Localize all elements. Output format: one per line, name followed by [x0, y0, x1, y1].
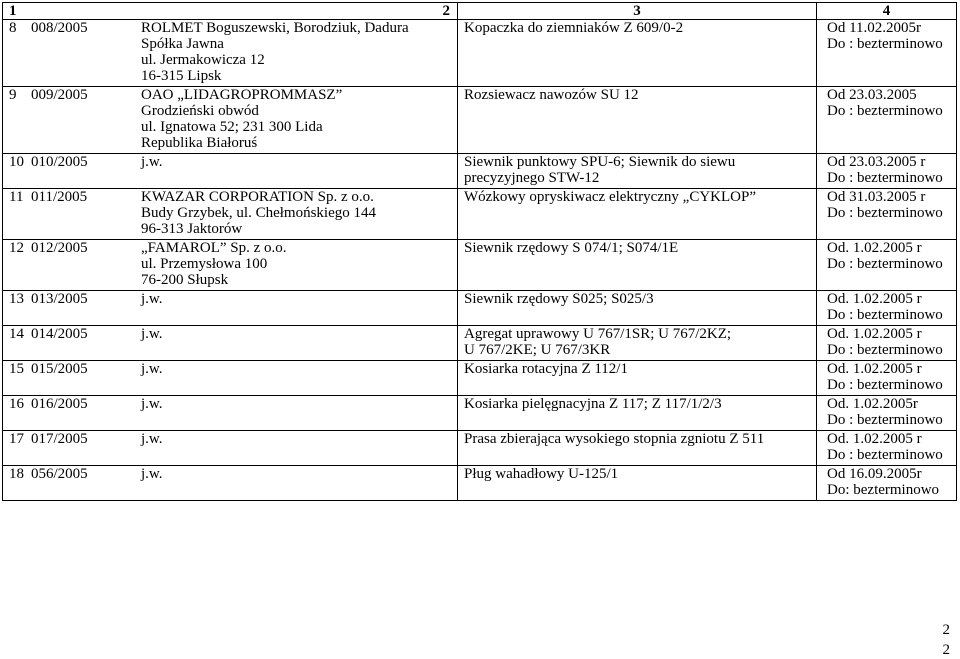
applicant-line: j.w.	[141, 396, 163, 412]
applicant-name	[141, 189, 376, 237]
applicant-line: OAO „LIDAGROPROMMASZ”	[141, 87, 343, 103]
applicant-line: Spółka Jawna	[141, 36, 224, 52]
valid-from: Od. 1.02.2005 r	[827, 291, 922, 307]
registration-number: 056/2005	[31, 466, 88, 482]
valid-to: Do : bezterminowo	[827, 307, 943, 323]
applicant-line: j.w.	[141, 154, 163, 170]
table-row	[3, 361, 957, 396]
applicant-line: „FAMAROL” Sp. z o.o.	[141, 240, 287, 256]
row-number: 12	[9, 240, 24, 256]
page-number: 2	[942, 642, 950, 658]
machine-line: Siewnik rzędowy S025; S025/3	[464, 291, 654, 307]
table-row	[3, 431, 957, 466]
applicant-line: ROLMET Boguszewski, Borodziuk, Dadura	[141, 20, 409, 36]
machine-line: Wózkowy opryskiwacz elektryczny „CYKLOP”	[464, 189, 756, 205]
validity-cell	[817, 154, 957, 189]
registration-number: 016/2005	[31, 396, 88, 412]
applicant-name	[141, 431, 163, 447]
applicant-cell	[3, 240, 458, 291]
machine-line: Rozsiewacz nawozów SU 12	[464, 87, 639, 103]
machine-cell	[458, 361, 817, 396]
applicant-name	[141, 326, 163, 342]
registration-number: 008/2005	[31, 20, 88, 36]
applicant-name	[141, 87, 342, 151]
valid-to: Do : bezterminowo	[827, 256, 943, 272]
machine-cell	[458, 431, 817, 466]
machine-cell	[458, 87, 817, 154]
registration-number: 015/2005	[31, 361, 88, 377]
validity-cell	[817, 361, 957, 396]
applicant-line: j.w.	[141, 431, 163, 447]
validity-cell	[817, 291, 957, 326]
validity-cell	[817, 431, 957, 466]
table-row	[3, 326, 957, 361]
table-row	[3, 154, 957, 189]
row-number: 17	[9, 431, 24, 447]
registration-number: 009/2005	[31, 87, 88, 103]
row-number: 10	[9, 154, 24, 170]
valid-to: Do : bezterminowo	[827, 103, 943, 119]
applicant-line: 76-200 Słupsk	[141, 272, 229, 288]
machine-line: Agregat uprawowy U 767/1SR; U 767/2KZ;	[464, 326, 732, 342]
applicant-line: KWAZAR CORPORATION Sp. z o.o.	[141, 189, 374, 205]
valid-to: Do : bezterminowo	[827, 205, 943, 221]
valid-from: Od. 1.02.2005 r	[827, 326, 922, 342]
applicant-line: j.w.	[141, 466, 163, 482]
header-row	[3, 3, 957, 20]
row-number: 9	[9, 87, 17, 103]
registration-number: 014/2005	[31, 326, 88, 342]
row-number: 18	[9, 466, 24, 482]
applicant-cell	[3, 396, 458, 431]
machine-line: Siewnik punktowy SPU-6; Siewnik do siewu	[464, 154, 736, 170]
valid-from: Od 11.02.2005r	[827, 20, 922, 36]
machine-cell	[458, 326, 817, 361]
applicant-cell	[3, 20, 458, 87]
machine-cell	[458, 396, 817, 431]
applicant-name	[141, 20, 409, 84]
validity-cell	[817, 189, 957, 240]
applicant-cell	[3, 291, 458, 326]
valid-from: Od. 1.02.2005 r	[827, 240, 922, 256]
registration-number: 012/2005	[31, 240, 88, 256]
valid-from: Od 23.03.2005	[827, 87, 917, 103]
applicant-line: 16-315 Lipsk	[141, 68, 222, 84]
valid-from: Od. 1.02.2005r	[827, 396, 918, 412]
valid-from: Od. 1.02.2005 r	[827, 361, 922, 377]
table-row	[3, 87, 957, 154]
valid-to: Do: bezterminowo	[827, 482, 940, 498]
applicant-line: Republika Białoruś	[141, 135, 258, 151]
applicant-line: ul. Jermakowicza 12	[141, 52, 265, 68]
validity-cell	[817, 396, 957, 431]
table-row	[3, 396, 957, 431]
applicant-line: j.w.	[141, 291, 163, 307]
header-cell-1-2	[3, 3, 458, 20]
applicant-cell	[3, 189, 458, 240]
header-col-3: 3	[458, 3, 817, 20]
machine-cell	[458, 466, 817, 501]
machine-line: Prasa zbierająca wysokiego stopnia zgniotu Z 511	[464, 431, 765, 447]
row-number: 11	[9, 189, 24, 205]
applicant-line: Budy Grzybek, ul. Chełmońskiego 144	[141, 205, 376, 221]
row-number: 15	[9, 361, 24, 377]
applicant-line: j.w.	[141, 326, 163, 342]
validity-cell	[817, 326, 957, 361]
machine-line: Kopaczka do ziemniaków Z 609/0-2	[464, 20, 684, 36]
row-number: 13	[9, 291, 24, 307]
validity-cell	[817, 20, 957, 87]
valid-to: Do : bezterminowo	[827, 342, 943, 358]
applicant-line: Grodzieński obwód	[141, 103, 259, 119]
applicant-name	[141, 154, 163, 170]
table-row	[3, 466, 957, 501]
registration-number: 017/2005	[31, 431, 88, 447]
applicant-cell	[3, 326, 458, 361]
applicant-cell	[3, 466, 458, 501]
applicant-name	[141, 361, 163, 377]
row-number: 14	[9, 326, 24, 342]
registration-number: 011/2005	[31, 189, 88, 205]
applicant-name	[141, 240, 287, 288]
machine-cell	[458, 20, 817, 87]
registration-number: 013/2005	[31, 291, 88, 307]
header-col-1: 1	[9, 3, 17, 19]
valid-to: Do : bezterminowo	[827, 412, 943, 428]
valid-to: Do : bezterminowo	[827, 170, 943, 186]
registration-number: 010/2005	[31, 154, 88, 170]
valid-from: Od 16.09.2005r	[827, 466, 922, 482]
applicant-cell	[3, 431, 458, 466]
header-col-4: 4	[817, 3, 957, 20]
applicant-cell	[3, 154, 458, 189]
applicant-cell	[3, 87, 458, 154]
machine-cell	[458, 291, 817, 326]
header-col-2: 2	[442, 3, 450, 19]
valid-to: Do : bezterminowo	[827, 377, 943, 393]
row-number: 16	[9, 396, 24, 412]
valid-to: Do : bezterminowo	[827, 447, 943, 463]
table-row	[3, 20, 957, 87]
machine-line: Siewnik rzędowy S 074/1; S074/1E	[464, 240, 679, 256]
machine-cell	[458, 189, 817, 240]
machine-cell	[458, 154, 817, 189]
applicant-name	[141, 291, 163, 307]
machine-line: Kosiarka pielęgnacyjna Z 117; Z 117/1/2/3	[464, 396, 722, 412]
table-row	[3, 291, 957, 326]
applicant-line: j.w.	[141, 361, 163, 377]
applicant-name	[141, 396, 163, 412]
validity-cell	[817, 87, 957, 154]
applicant-line: 96-313 Jaktorów	[141, 221, 243, 237]
table-row	[3, 189, 957, 240]
valid-to: Do : bezterminowo	[827, 36, 943, 52]
machine-line: U 767/2KE; U 767/3KR	[464, 342, 611, 358]
valid-from: Od 31.03.2005 r	[827, 189, 926, 205]
applicant-line: ul. Ignatowa 52; 231 300 Lida	[141, 119, 323, 135]
valid-from: Od. 1.02.2005 r	[827, 431, 922, 447]
applicant-name	[141, 466, 163, 482]
page-number-top: 2	[942, 622, 950, 638]
applicant-line: ul. Przemysłowa 100	[141, 256, 268, 272]
machine-line: Pług wahadłowy U-125/1	[464, 466, 619, 482]
validity-cell	[817, 466, 957, 501]
machine-cell	[458, 240, 817, 291]
applicant-cell	[3, 361, 458, 396]
valid-from: Od 23.03.2005 r	[827, 154, 926, 170]
certificates-table	[2, 2, 957, 501]
validity-cell	[817, 240, 957, 291]
row-number: 8	[9, 20, 17, 36]
machine-line: Kosiarka rotacyjna Z 112/1	[464, 361, 628, 377]
table-row	[3, 240, 957, 291]
machine-line: precyzyjnego STW-12	[464, 170, 600, 186]
